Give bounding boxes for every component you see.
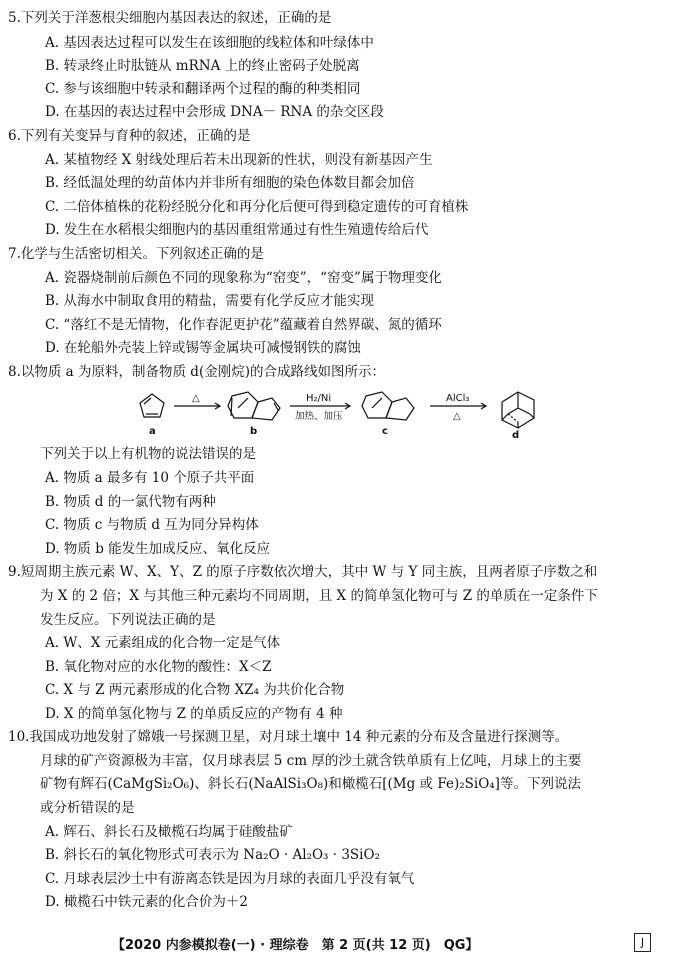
q6-option-a: A. 某植物经 X 射线处理后若未出现新的性状，则没有新基因产生 [45,152,433,168]
q5-option-c: C. 参与该细胞中转录和翻译两个过程的酶的种类相同 [45,81,361,97]
version-box: J [634,933,651,952]
q7-option-b: B. 从海水中制取食用的精盐，需要有化学反应才能实现 [45,293,375,309]
q9-option-d: D. X 的简单氢化物与 Z 的单质反应的产物有 4 种 [45,706,343,722]
label-b: b [250,426,258,437]
q5-stem: 5.下列关于洋葱根尖细胞内基因表达的叙述，正确的是 [8,10,332,26]
synthesis-scheme [130,388,550,440]
q10-stem-line-1: 10.我国成功地发射了嫦娥一号探测卫星，对月球土壤中 14 种元素的分布及含量进行探测等。 [8,729,569,745]
q7-option-a: A. 瓷器烧制前后颜色不同的现象称为“窑变”，“窑变”属于物理变化 [45,270,442,286]
q6-option-b: B. 经低温处理的幼苗体内并非所有细胞的染色体数目都会加倍 [45,175,415,191]
q6-option-c: C. 二倍体植株的花粉经脱分化和再分化后便可得到稳定遗传的可育植株 [45,199,469,215]
arrow-2-reagent: H₂/Ni [306,393,332,404]
label-d: d [512,430,520,441]
q6-stem: 6.下列有关变异与育种的叙述，正确的是 [8,128,251,144]
q10-option-c: C. 月球表层沙土中有游离态铁是因为月球的表面几乎没有氧气 [45,871,415,887]
synthesis-scheme-svg [130,388,550,440]
q9-option-b: B. 氧化物对应的水化物的酸性：X＜Z [45,659,272,675]
q9-stem-line-1: 9.短周期主族元素 W、X、Y、Z 的原子序数依次增大，其中 W 与 Y 同主族，且两者原子序数之和 [8,564,598,580]
q9-option-c: C. X 与 Z 两元素形成的化合物 XZ₄ 为共价化合物 [45,682,345,698]
page-footer: 【2020 内参模拟卷(一) · 理综卷 第 2 页(共 12 页) QG】 [112,938,479,953]
q7-stem: 7.化学与生活密切相关。下列叙述正确的是 [8,246,264,262]
q8-stem: 8.以物质 a 为原料，制备物质 d(金刚烷)的合成路线如图所示： [8,364,385,380]
arrow-3-reagent: AlCl₃ [446,393,470,404]
q8-lead: 下列关于以上有机物的说法错误的是 [40,446,256,462]
q9-stem-line-3: 发生反应。下列说法正确的是 [40,612,216,628]
q10-option-b: B. 斜长石的氧化物形式可表示为 Na₂O · Al₂O₃ · 3SiO₂ [45,847,380,863]
q5-option-a: A. 基因表达过程可以发生在该细胞的线粒体和叶绿体中 [45,35,374,51]
label-c: c [382,426,388,437]
q10-option-d: D. 橄榄石中铁元素的化合价为＋2 [45,894,249,910]
q5-option-d: D. 在基因的表达过程中会形成 DNA－ RNA 的杂交区段 [45,104,384,120]
q8-option-b: B. 物质 d 的一氯代物有两种 [45,494,216,510]
q10-stem-line-4: 或分析错误的是 [40,800,135,816]
q9-option-a: A. W、X 元素组成的化合物一定是气体 [45,635,281,651]
q8-option-a: A. 物质 a 最多有 10 个原子共平面 [45,470,255,486]
q10-stem-line-2: 月球的矿产资源极为丰富，仅月球表层 5 cm 厚的沙土就含铁单质有上亿吨，月球上的主要 [40,753,582,769]
q9-stem-line-2: 为 X 的 2 倍；X 与其他三种元素均不同周期，且 X 的简单氢化物可与 Z 的单质在一定条件下 [40,588,598,604]
q8-option-c: C. 物质 c 与物质 d 互为同分异构体 [45,517,259,533]
q6-option-d: D. 发生在水稻根尖细胞内的基因重组常通过有性生殖遗传给后代 [45,222,429,238]
q7-option-c: C. “落红不是无情物，化作春泥更护花”蕴藏着自然界碳、氮的循环 [45,317,442,333]
structure-a [140,394,164,417]
q7-option-d: D. 在轮船外壳装上锌或锡等金属块可减慢钢铁的腐蚀 [45,340,361,356]
q10-option-a: A. 辉石、斜长石及橄榄石均属于硅酸盐矿 [45,824,293,840]
q10-stem-line-3: 矿物有辉石(CaMgSi₂O₆)、斜长石(NaAlSi₃O₈)和橄榄石[(Mg 或 Fe)₂SiO₄]等。下列说法 [40,776,581,792]
structure-c [362,392,414,420]
label-a: a [149,426,156,437]
q5-option-b: B. 转录终止时肽链从 mRNA 上的终止密码子处脱离 [45,58,360,74]
arrow-3-condition: △ [453,411,461,422]
q8-option-d: D. 物质 b 能发生加成反应、氧化反应 [45,541,271,557]
arrow-1-condition: △ [192,393,200,404]
arrow-2-condition: 加热、加压 [295,411,343,422]
structure-d [502,392,534,428]
structure-b [228,392,280,420]
